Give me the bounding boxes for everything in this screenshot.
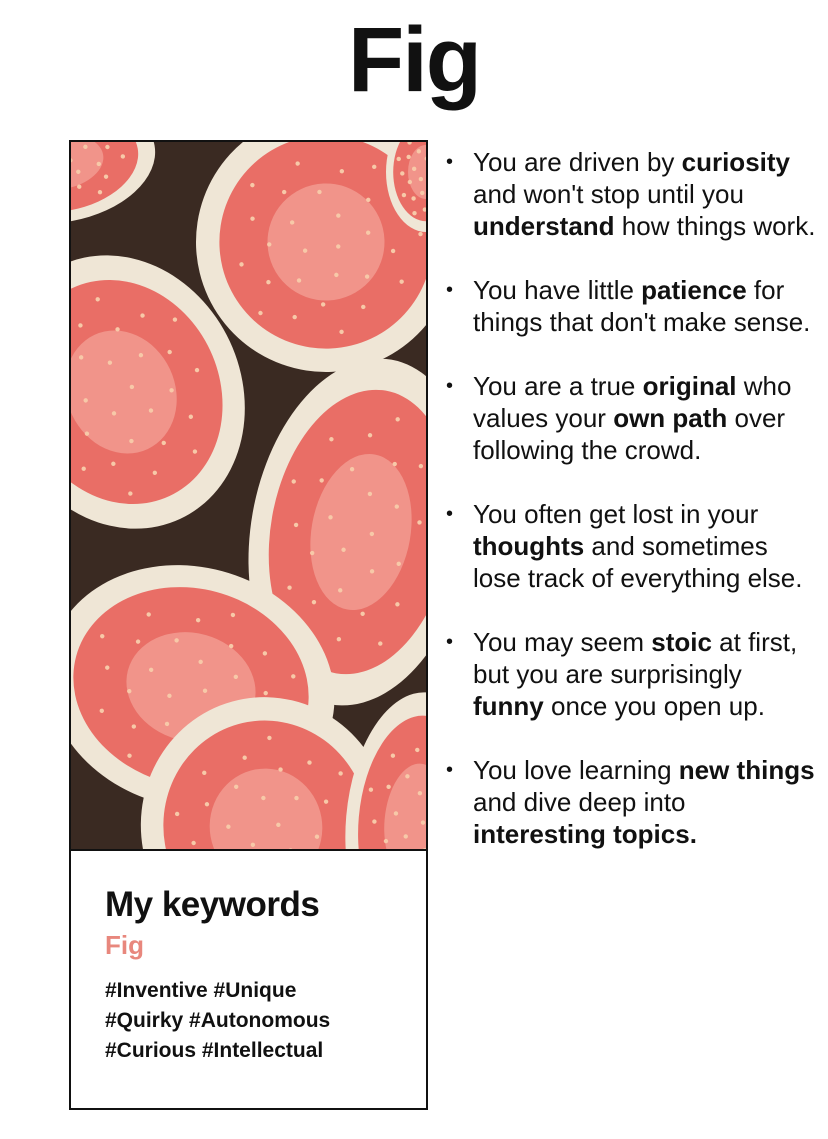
tag-line: #Curious #Intellectual [105, 1039, 324, 1062]
trait-emphasis: interesting topics. [473, 819, 697, 849]
trait-text: You love learning [473, 755, 679, 785]
trait-text: You may seem [473, 627, 652, 657]
trait-item [446, 274, 816, 338]
trait-text: over following the crowd. [473, 403, 786, 465]
profile-card [69, 140, 428, 1110]
fig-slices-image [71, 142, 426, 849]
trait-emphasis: own path [613, 403, 728, 433]
traits-list [446, 146, 816, 882]
trait-text: You are a true [473, 371, 643, 401]
trait-text: who values your [473, 371, 792, 433]
trait-text: You often get lost in your [473, 499, 759, 529]
tag-line: #Inventive #Unique [105, 979, 297, 1002]
page-title: Fig [348, 9, 480, 111]
trait-text: for things that don't make sense. [473, 275, 811, 337]
trait-text: and won't stop until you [473, 179, 744, 209]
bullet-icon: • [446, 279, 454, 301]
trait-emphasis: original [642, 371, 737, 401]
bullet-icon: • [446, 759, 454, 781]
trait-item [446, 626, 816, 722]
trait-text: how things work. [614, 211, 816, 241]
trait-emphasis: funny [473, 691, 544, 721]
bullet-icon: • [446, 503, 454, 525]
trait-item [446, 754, 816, 850]
trait-item [446, 498, 816, 594]
trait-text: once you open up. [543, 691, 765, 721]
keywords-fruit-name: Fig [105, 930, 144, 960]
trait-text: at first, but you are surprisingly [473, 627, 798, 689]
bullet-icon: • [446, 375, 454, 397]
trait-text: and sometimes lose track of everything else. [473, 531, 803, 593]
trait-emphasis: curiosity [681, 147, 790, 177]
trait-emphasis: new things [678, 755, 815, 785]
keywords-heading: My keywords [105, 885, 320, 924]
keywords-tags [105, 976, 405, 1066]
fig-photo [71, 142, 426, 851]
trait-item [446, 146, 816, 242]
trait-text: You have little [473, 275, 642, 305]
trait-emphasis: thoughts [473, 531, 585, 561]
trait-emphasis: patience [641, 275, 747, 305]
trait-text: and dive deep into [473, 787, 686, 817]
trait-emphasis: understand [473, 211, 615, 241]
trait-emphasis: stoic [651, 627, 712, 657]
bullet-icon: • [446, 631, 454, 653]
trait-text: You are driven by [473, 147, 682, 177]
keywords-section [105, 884, 405, 1066]
tag-line: #Quirky #Autonomous [105, 1009, 331, 1032]
trait-item [446, 370, 816, 466]
bullet-icon: • [446, 151, 454, 173]
